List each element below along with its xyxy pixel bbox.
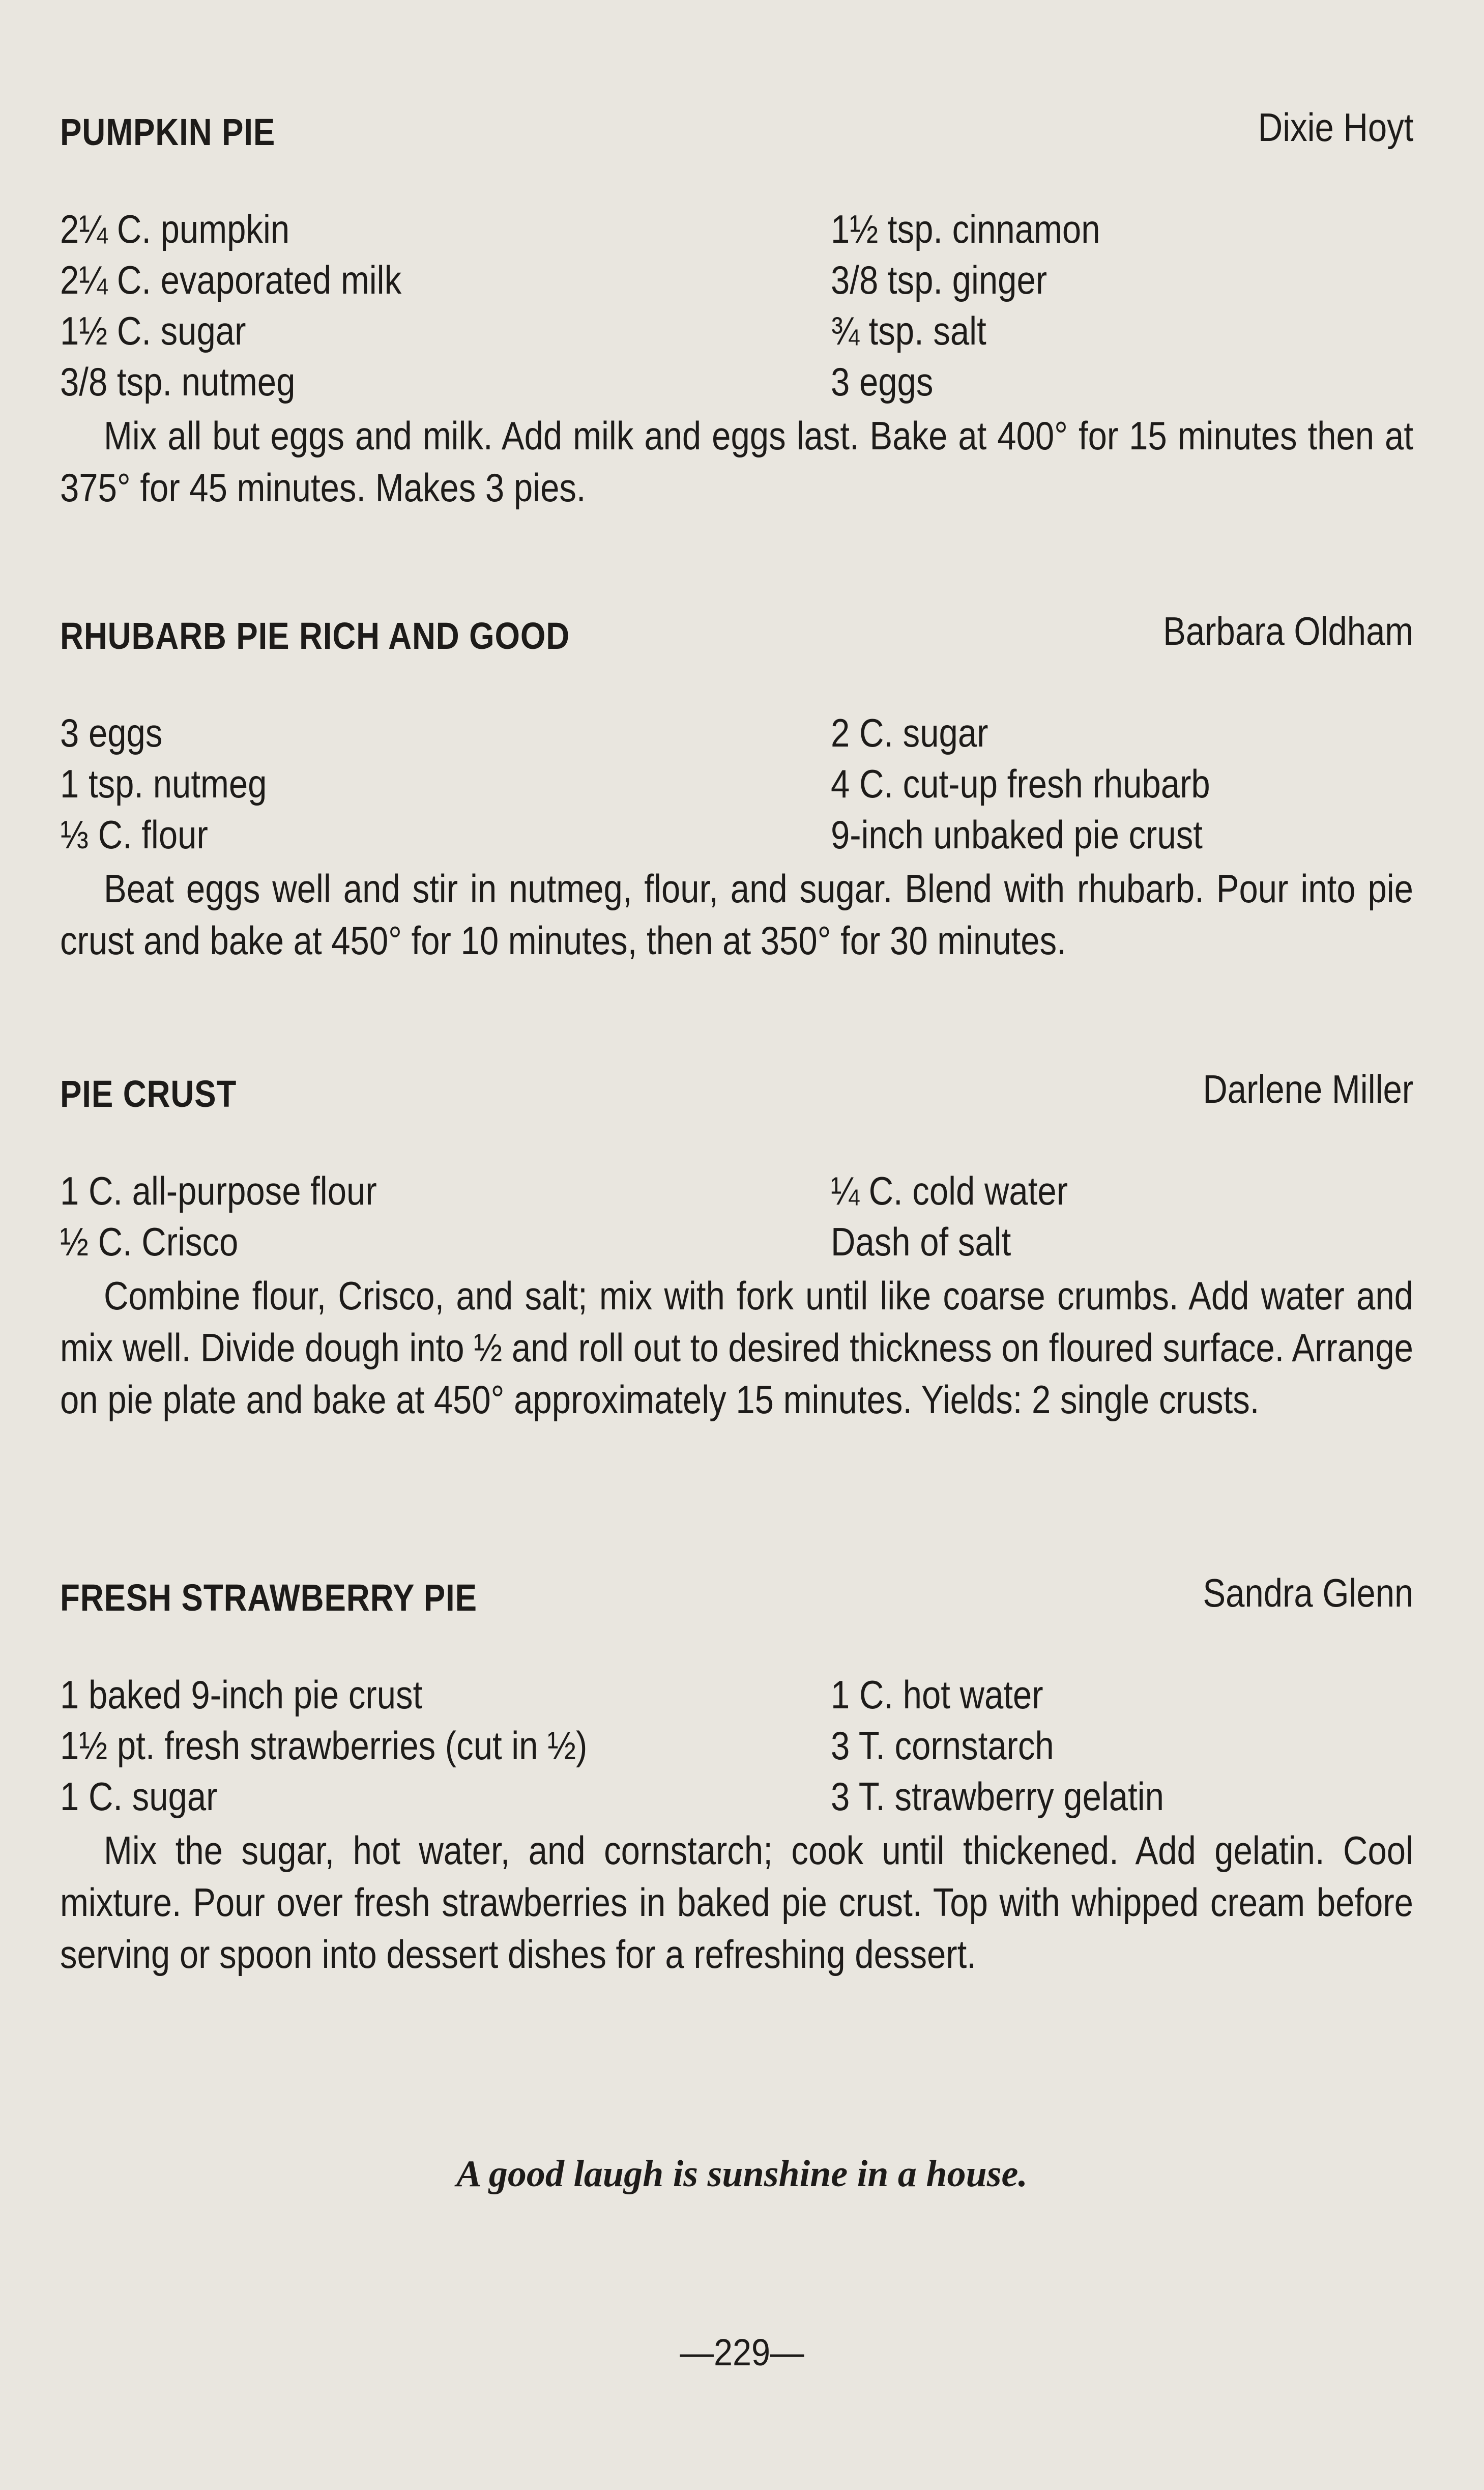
ingredient-list xyxy=(60,1168,1413,1270)
ingredient: ⅓ C. flour xyxy=(60,812,208,857)
ingredient: 2¼ C. pumpkin xyxy=(60,207,290,251)
page-number: —229— xyxy=(680,2331,804,2373)
recipe-title: FRESH STRAWBERRY PIE xyxy=(60,1577,477,1619)
ingredient: 1 tsp. nutmeg xyxy=(60,761,267,806)
recipe-directions: Combine flour, Crisco, and salt; mix with fork until like coarse crumbs. Add water and mix well. Divide dough into ½ and roll out to desired thickness on floured surface. Arrange on pie plate and bake at 450° approximately 15 minutes. Yields: 2 single crusts. xyxy=(60,1273,1413,1422)
recipe-author: Darlene Miller xyxy=(1203,1067,1413,1111)
ingredient: Dash of salt xyxy=(831,1219,1011,1264)
ingredient: 1 C. hot water xyxy=(831,1672,1043,1717)
recipe-author: Dixie Hoyt xyxy=(1258,105,1413,150)
footer-quote: A good laugh is sunshine in a house. xyxy=(456,2153,1028,2195)
ingredient: ½ C. Crisco xyxy=(60,1219,239,1264)
ingredient: 1½ C. sugar xyxy=(60,308,246,353)
recipe-title: RHUBARB PIE RICH AND GOOD xyxy=(60,615,570,657)
recipe-rhubarb-pie xyxy=(60,608,1413,966)
ingredient: 9-inch unbaked pie crust xyxy=(831,812,1203,857)
recipe-header xyxy=(60,1570,1413,1626)
ingredient: 3 T. strawberry gelatin xyxy=(831,1774,1164,1819)
recipe-pumpkin-pie xyxy=(60,104,1413,513)
recipe-directions: Mix the sugar, hot water, and cornstarch; cook until thickened. Add gelatin. Cool mixture. Pour over fresh strawberries in baked pie crust. Top with whipped cream before serving or spoon into dessert dishes for a refreshing dessert. xyxy=(60,1828,1413,1977)
ingredient-list xyxy=(60,710,1413,863)
ingredient: ¼ C. cold water xyxy=(831,1168,1068,1213)
ingredient: 1½ tsp. cinnamon xyxy=(831,207,1100,251)
recipe-header xyxy=(60,608,1413,664)
ingredient: 2 C. sugar xyxy=(831,710,988,755)
recipe-pie-crust xyxy=(60,1066,1413,1425)
recipe-fresh-strawberry-pie xyxy=(60,1570,1413,1980)
ingredient: 3/8 tsp. nutmeg xyxy=(60,359,296,404)
ingredient: 3 T. cornstarch xyxy=(831,1723,1054,1768)
recipe-title: PIE CRUST xyxy=(60,1073,237,1115)
ingredient: 2¼ C. evaporated milk xyxy=(60,257,402,302)
ingredient-list xyxy=(60,1672,1413,1824)
recipe-author: Sandra Glenn xyxy=(1203,1570,1413,1615)
ingredient-list xyxy=(60,206,1413,410)
ingredient: 1 C. all-purpose flour xyxy=(60,1168,377,1213)
recipe-header xyxy=(60,104,1413,160)
ingredient: 3 eggs xyxy=(831,359,934,404)
recipe-directions: Mix all but eggs and milk. Add milk and eggs last. Bake at 400° for 15 minutes then at 375° for 45 minutes. Makes 3 pies. xyxy=(60,413,1413,510)
recipe-directions: Beat eggs well and stir in nutmeg, flour, and sugar. Blend with rhubarb. Pour into pie crust and bake at 450° for 10 minutes, then at 350° for 30 minutes. xyxy=(60,866,1413,963)
recipe-author: Barbara Oldham xyxy=(1162,609,1413,653)
ingredient: 1½ pt. fresh strawberries (cut in ½) xyxy=(60,1723,588,1768)
ingredient: 4 C. cut-up fresh rhubarb xyxy=(831,761,1210,806)
ingredient: 3 eggs xyxy=(60,710,163,755)
ingredient: 1 C. sugar xyxy=(60,1774,218,1819)
recipe-title: PUMPKIN PIE xyxy=(60,111,276,153)
ingredient: 1 baked 9-inch pie crust xyxy=(60,1672,423,1717)
ingredient: 3/8 tsp. ginger xyxy=(831,257,1047,302)
ingredient: ¾ tsp. salt xyxy=(831,308,986,353)
recipe-header xyxy=(60,1066,1413,1122)
